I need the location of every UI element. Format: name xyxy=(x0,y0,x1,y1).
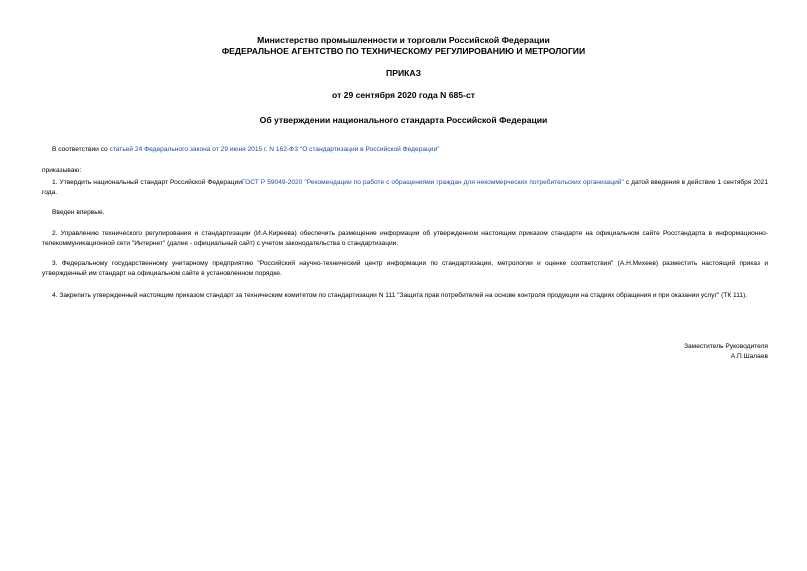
order-word: приказываю: xyxy=(42,167,82,174)
introduced-first: Введен впервые. xyxy=(52,209,105,216)
signatory-position: Заместитель Руководителя xyxy=(684,343,768,350)
item-3-paragraph: 3. Федеральному государственному унитарному предприятию "Российский научно-технический центр информации по стандартизации, метрологии и оценке соответствия" (А.Н.Михеев) разместить настоящий приказ и утвержденный им стандарт на официальном сайте в установленном порядке. xyxy=(42,260,768,277)
item-1-text: 1. Утвердить национальный стандарт Российской Федерации xyxy=(52,179,242,186)
document-date-number: от 29 сентября 2020 года N 685-ст xyxy=(332,90,475,100)
item-1-paragraph xyxy=(42,178,768,198)
item-4-paragraph: 4. Закрепить утвержденный настоящим приказом стандарт за техническим комитетом по стандартизации N 111 "Защита прав потребителей на основе контроля продукции на стадиях обращения и при оказании услуг" (ТК 111). xyxy=(52,292,748,299)
preamble-paragraph xyxy=(42,145,768,155)
agency-name: ФЕДЕРАЛЬНОЕ АГЕНТСТВО ПО ТЕХНИЧЕСКОМУ РЕГУЛИРОВАНИЮ И МЕТРОЛОГИИ xyxy=(221,46,586,56)
item-1-tail: с датой введения в действие 1 сентября 2021 года. xyxy=(42,179,768,196)
ministry-name: Министерство промышленности и торговли Российской Федерации xyxy=(257,35,550,45)
federal-law-link[interactable]: статьей 24 Федерального закона от 29 июня 2015 г. N 162-ФЗ "О стандартизации в Российской Федерации" xyxy=(109,146,440,153)
document-title: Об утверждении национального стандарта Российской Федерации xyxy=(259,115,548,125)
document-type: ПРИКАЗ xyxy=(386,68,421,78)
gost-link[interactable]: ГОСТ Р 59049-2020 "Рекомендации по работе с обращениями граждан для некоммерческих потребительских организаций" xyxy=(241,179,624,186)
signatory-name: А.П.Шалаев xyxy=(730,353,768,360)
preamble-text: В соответствии со xyxy=(52,146,110,153)
item-2-paragraph: 2. Управлению технического регулирования и стандартизации (И.А.Киреева) обеспечить размещение информации об утвержденном настоящим приказом стандарте на официальном сайте Росстандарта в информационно-телекоммуникационной сети "Интернет" (далее - официальный сайт) с учетом законодательства о стандартизации. xyxy=(42,230,768,247)
